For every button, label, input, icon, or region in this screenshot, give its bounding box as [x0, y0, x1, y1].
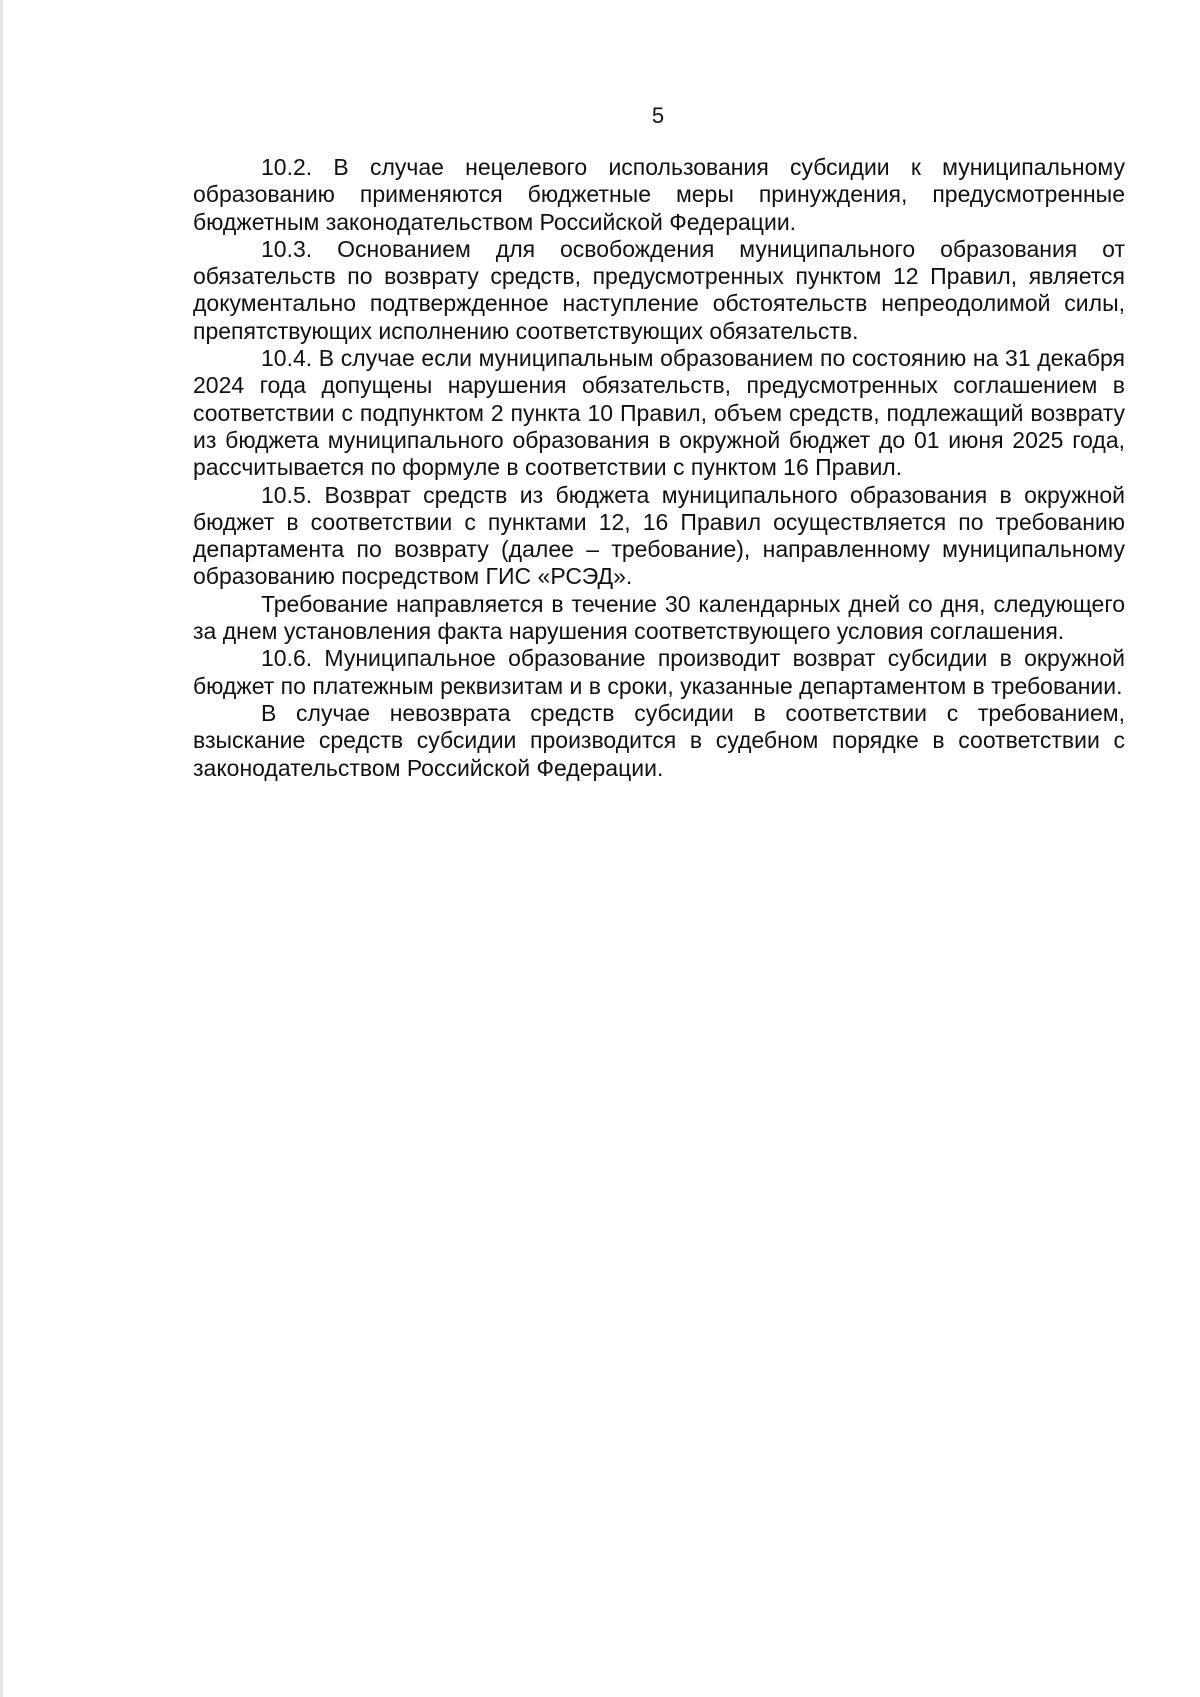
paragraph-10-5-requirement: Требование направляется в течение 30 календарных дней со дня, следующего за днем установления факта нарушения соответствующего условия соглашения. — [193, 590, 1125, 645]
paragraph-10-2: 10.2. В случае нецелевого использования субсидии к муниципальному образованию применяются бюджетные меры принуждения, предусмотренные бюджетным законодательством Российской Федерации. — [193, 154, 1125, 235]
document-body — [193, 154, 1125, 782]
paragraph-10-6: 10.6. Муниципальное образование производит возврат субсидии в окружной бюджет по платежным реквизитам и в сроки, указанные департаментом в требовании. — [193, 645, 1125, 699]
page-number: 5 — [651, 103, 665, 128]
paragraph-10-6-non-return: В случае невозврата средств субсидии в соответствии с требованием, взыскание средств субсидии производится в судебном порядке в соответствии с законодательством Российской Федерации. — [193, 699, 1125, 781]
paragraph-10-5: 10.5. Возврат средств из бюджета муниципального образования в окружной бюджет в соответствии с пунктами 12, 16 Правил осуществляется по требованию департамента по возврату (далее – требование), направленному муниципальному образованию посредством ГИС «РСЭД». — [193, 481, 1125, 590]
page-left-edge — [0, 0, 3, 1697]
paragraph-10-3: 10.3. Основанием для освобождения муниципального образования от обязательств по возврату средств, предусмотренных пунктом 12 Правил, является документально подтвержденное наступление обстоятельств непреодолимой силы, препятствующих исполнению соответствующих обязательств. — [193, 235, 1125, 344]
paragraph-10-4: 10.4. В случае если муниципальным образованием по состоянию на 31 декабря 2024 года допущены нарушения обязательств, предусмотренных соглашением в соответствии с подпунктом 2 пункта 10 Правил, объем средств, подлежащий возврату из бюджета муниципального образования в окружной бюджет до 01 июня 2025 года, рассчитывается по формуле в соответствии с пунктом 16 Правил. — [193, 345, 1125, 481]
